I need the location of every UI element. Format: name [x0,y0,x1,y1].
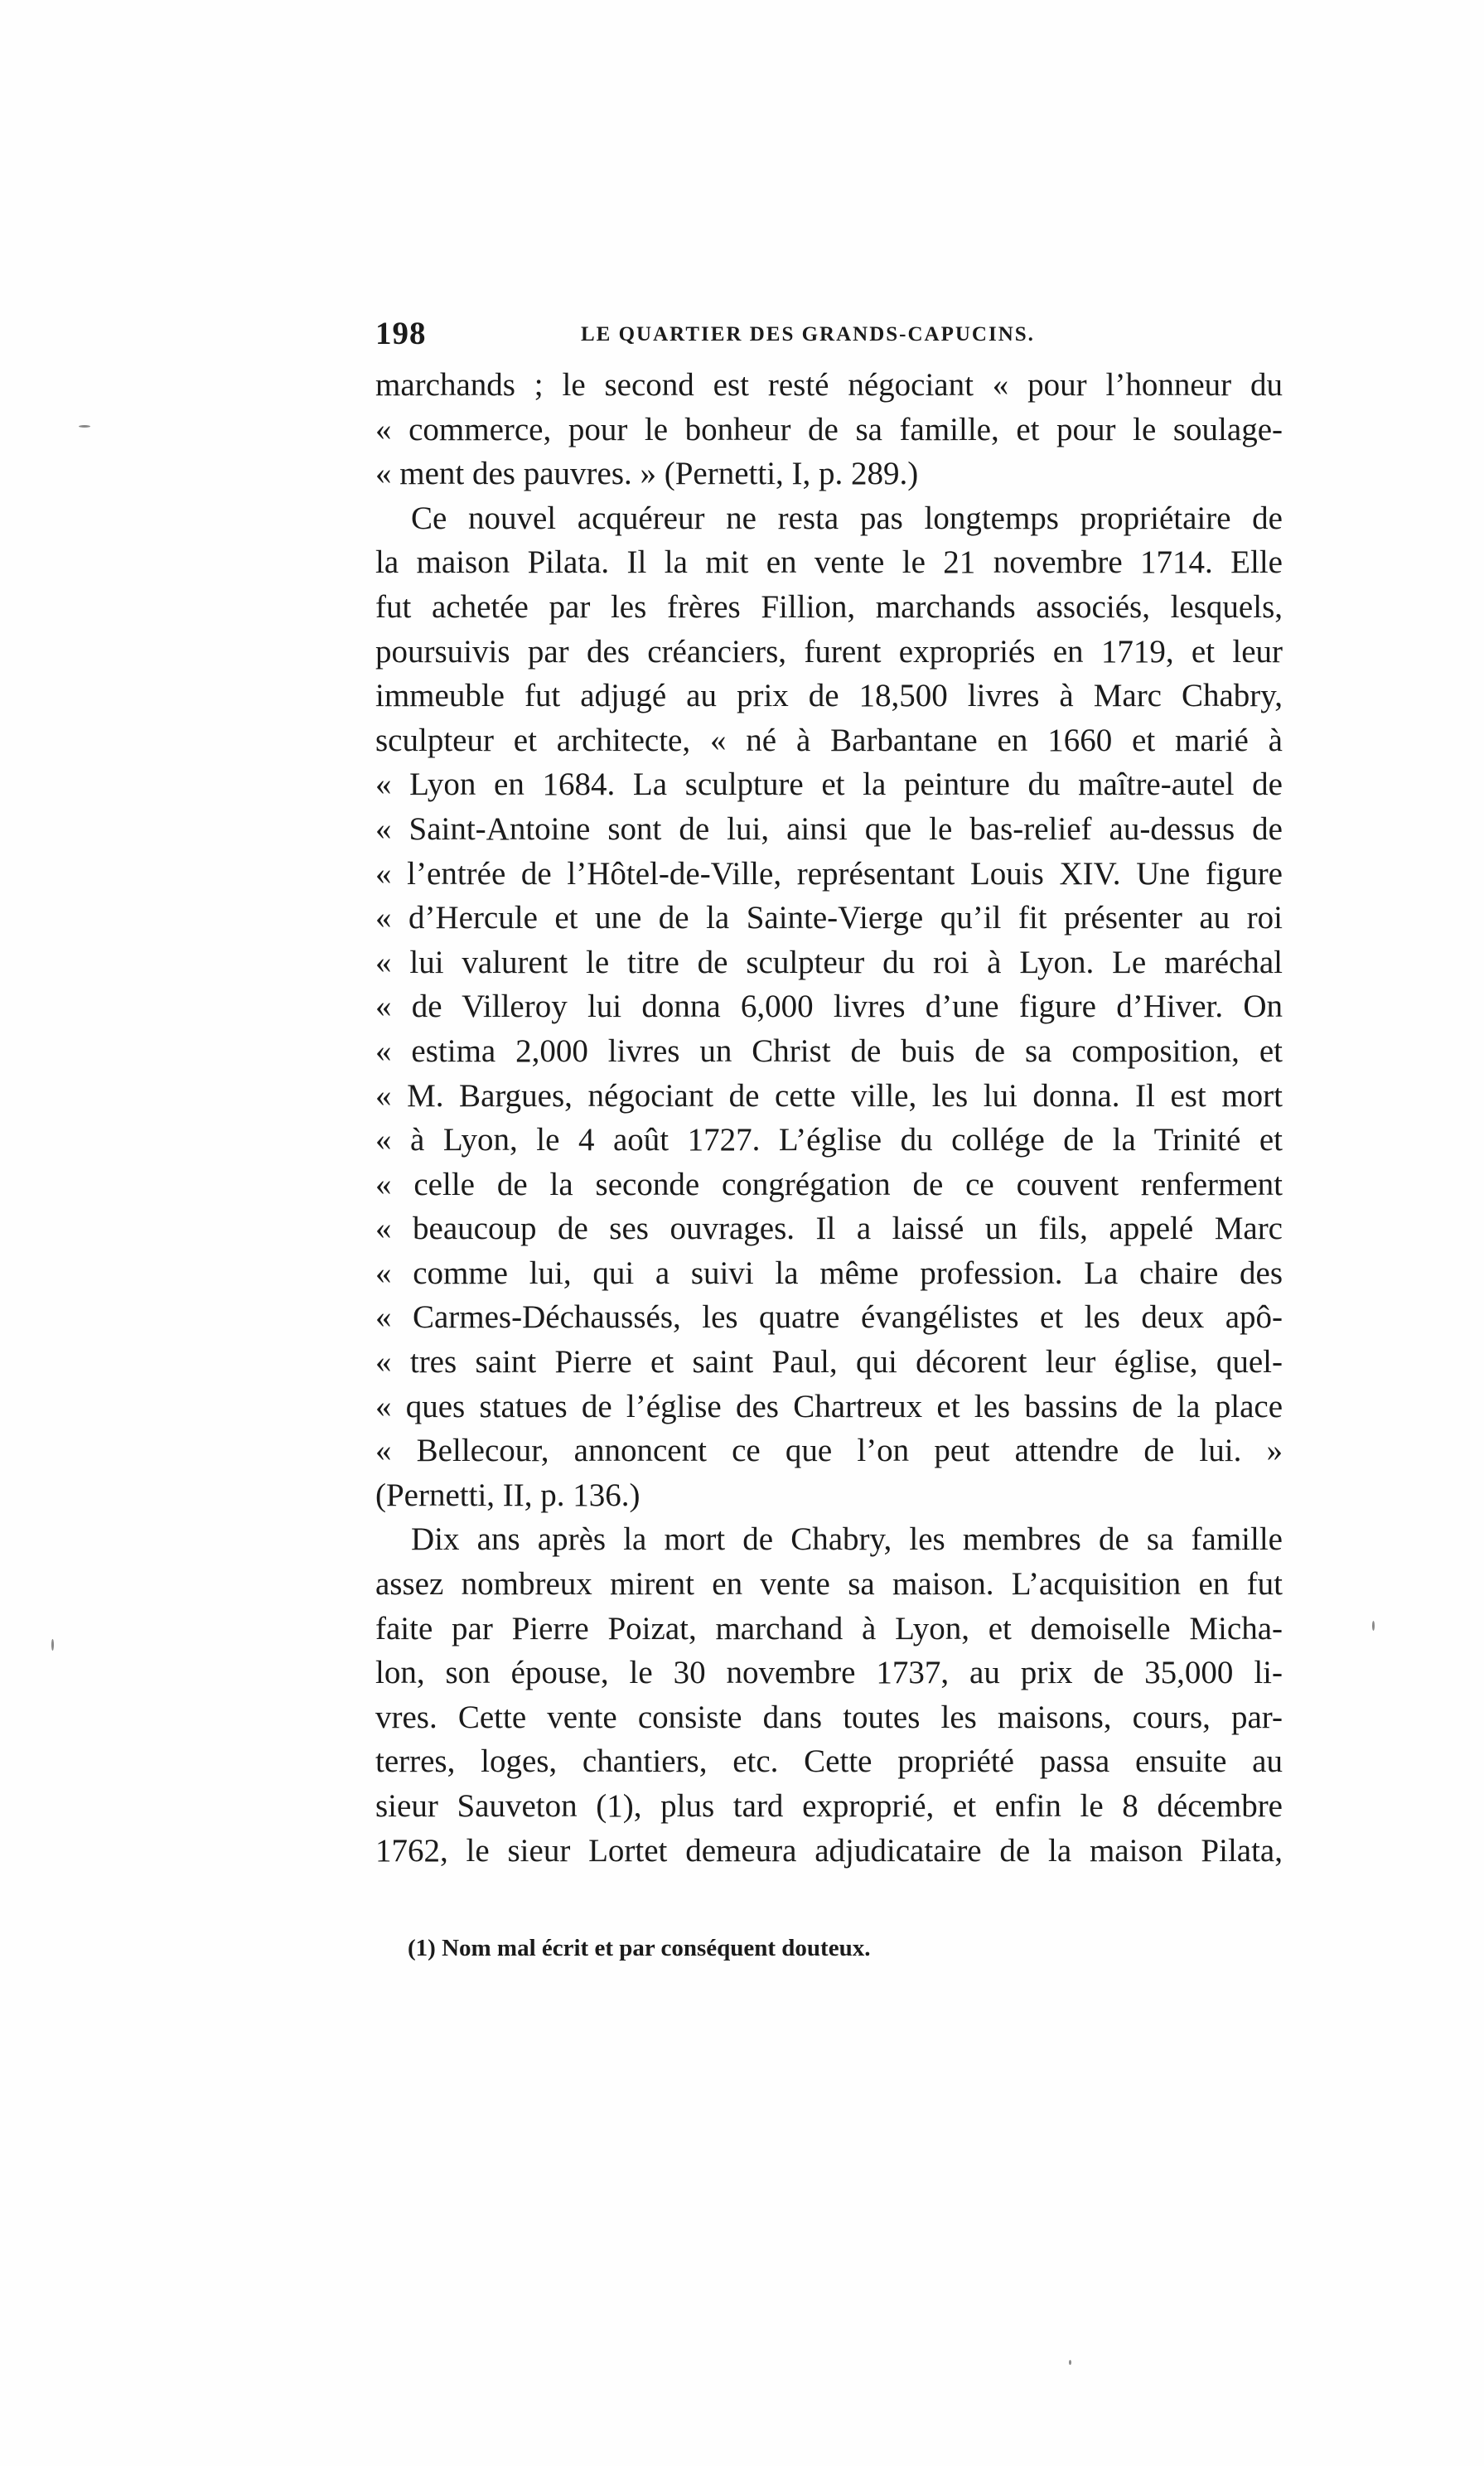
text-line: « Saint-Antoine sont de lui, ainsi que le bas-relief au-dessus de [375,810,1283,847]
text-line: « d’Hercule et une de la Sainte-Vierge qu’il fit présenter au roi [375,900,1283,936]
text-line: vres. Cette vente consiste dans toutes les maisons, cours, par- [375,1699,1283,1735]
text-line: sieur Sauveton (1), plus tard exproprié, et enfin le 8 décembre [375,1788,1283,1824]
scan-speck [1069,2360,1071,2365]
text-line: « Bellecour, annoncent ce que l’on peut attendre de lui. » [375,1433,1283,1469]
footnote: (1) Nom mal écrit et par conséquent douteux. [408,1935,871,1961]
text-line: 1762, le sieur Lortet demeura adjudicataire de la maison Pilata, [375,1832,1283,1869]
text-line: « comme lui, qui a suivi la même profession. La chaire des [375,1255,1283,1291]
text-line: « ment des pauvres. » (Pernetti, I, p. 289.) [375,456,919,492]
text-line: « de Villeroy lui donna 6,000 livres d’une figure d’Hiver. On [375,989,1283,1025]
text-line: « M. Bargues, négociant de cette ville, les lui donna. Il est mort [375,1077,1283,1114]
text-line: « tres saint Pierre et saint Paul, qui décorent leur église, quel- [375,1344,1283,1380]
text-line: « commerce, pour le bonheur de sa famille, et pour le soulage- [375,411,1283,447]
text-line: lon, son épouse, le 30 novembre 1737, au prix de 35,000 li- [375,1655,1283,1691]
text-line: terres, loges, chantiers, etc. Cette propriété passa ensuite au [375,1743,1283,1780]
text-line: « ques statues de l’église des Chartreux et les bassins de la place [375,1388,1283,1424]
text-line: (Pernetti, II, p. 136.) [375,1477,640,1513]
running-head [375,315,1283,351]
text-line: « Lyon en 1684. La sculpture et la peinture du maître-autel de [375,766,1283,803]
text-line: Dix ans après la mort de Chabry, les membres de sa famille [411,1521,1283,1558]
text-line: « celle de la seconde congrégation de ce couvent renferment [375,1166,1283,1202]
text-line: marchands ; le second est resté négociant « pour l’honneur du [375,367,1283,403]
page-number: 198 [375,316,427,351]
text-line: « lui valurent le titre de sculpteur du roi à Lyon. Le maréchal [375,944,1283,980]
text-line: sculpteur et architecte, « né à Barbantane en 1660 et marié à [375,722,1283,758]
text-line: immeuble fut adjugé au prix de 18,500 livres à Marc Chabry, [375,678,1283,714]
text-line: assez nombreux mirent en vente sa maison. L’acquisition en fut [375,1566,1283,1603]
text-line: Ce nouvel acquéreur ne resta pas longtemps propriétaire de [411,500,1283,536]
scan-speck [1372,1621,1375,1631]
running-title: LE QUARTIER DES GRANDS-CAPUCINS. [581,323,1035,346]
text-line: « estima 2,000 livres un Christ de buis de sa composition, et [375,1032,1283,1069]
scan-speck [51,1639,54,1651]
text-line: « l’entrée de l’Hôtel-de-Ville, représentant Louis XIV. Une figure [375,855,1283,892]
body-text [375,363,1283,1873]
text-line: poursuivis par des créanciers, furent expropriés en 1719, et leur [375,633,1283,670]
text-line: fut achetée par les frères Fillion, marchands associés, lesquels, [375,588,1283,625]
scan-speck [79,425,90,428]
text-line: faite par Pierre Poizat, marchand à Lyon, et demoiselle Micha- [375,1610,1283,1646]
text-line: « beaucoup de ses ouvrages. Il a laissé un fils, appelé Marc [375,1211,1283,1247]
text-line: « Carmes-Déchaussés, les quatre évangélistes et les deux apô- [375,1299,1283,1336]
text-line: la maison Pilata. Il la mit en vente le 21 novembre 1714. Elle [375,544,1283,581]
text-line: « à Lyon, le 4 août 1727. L’église du collége de la Trinité et [375,1122,1283,1158]
